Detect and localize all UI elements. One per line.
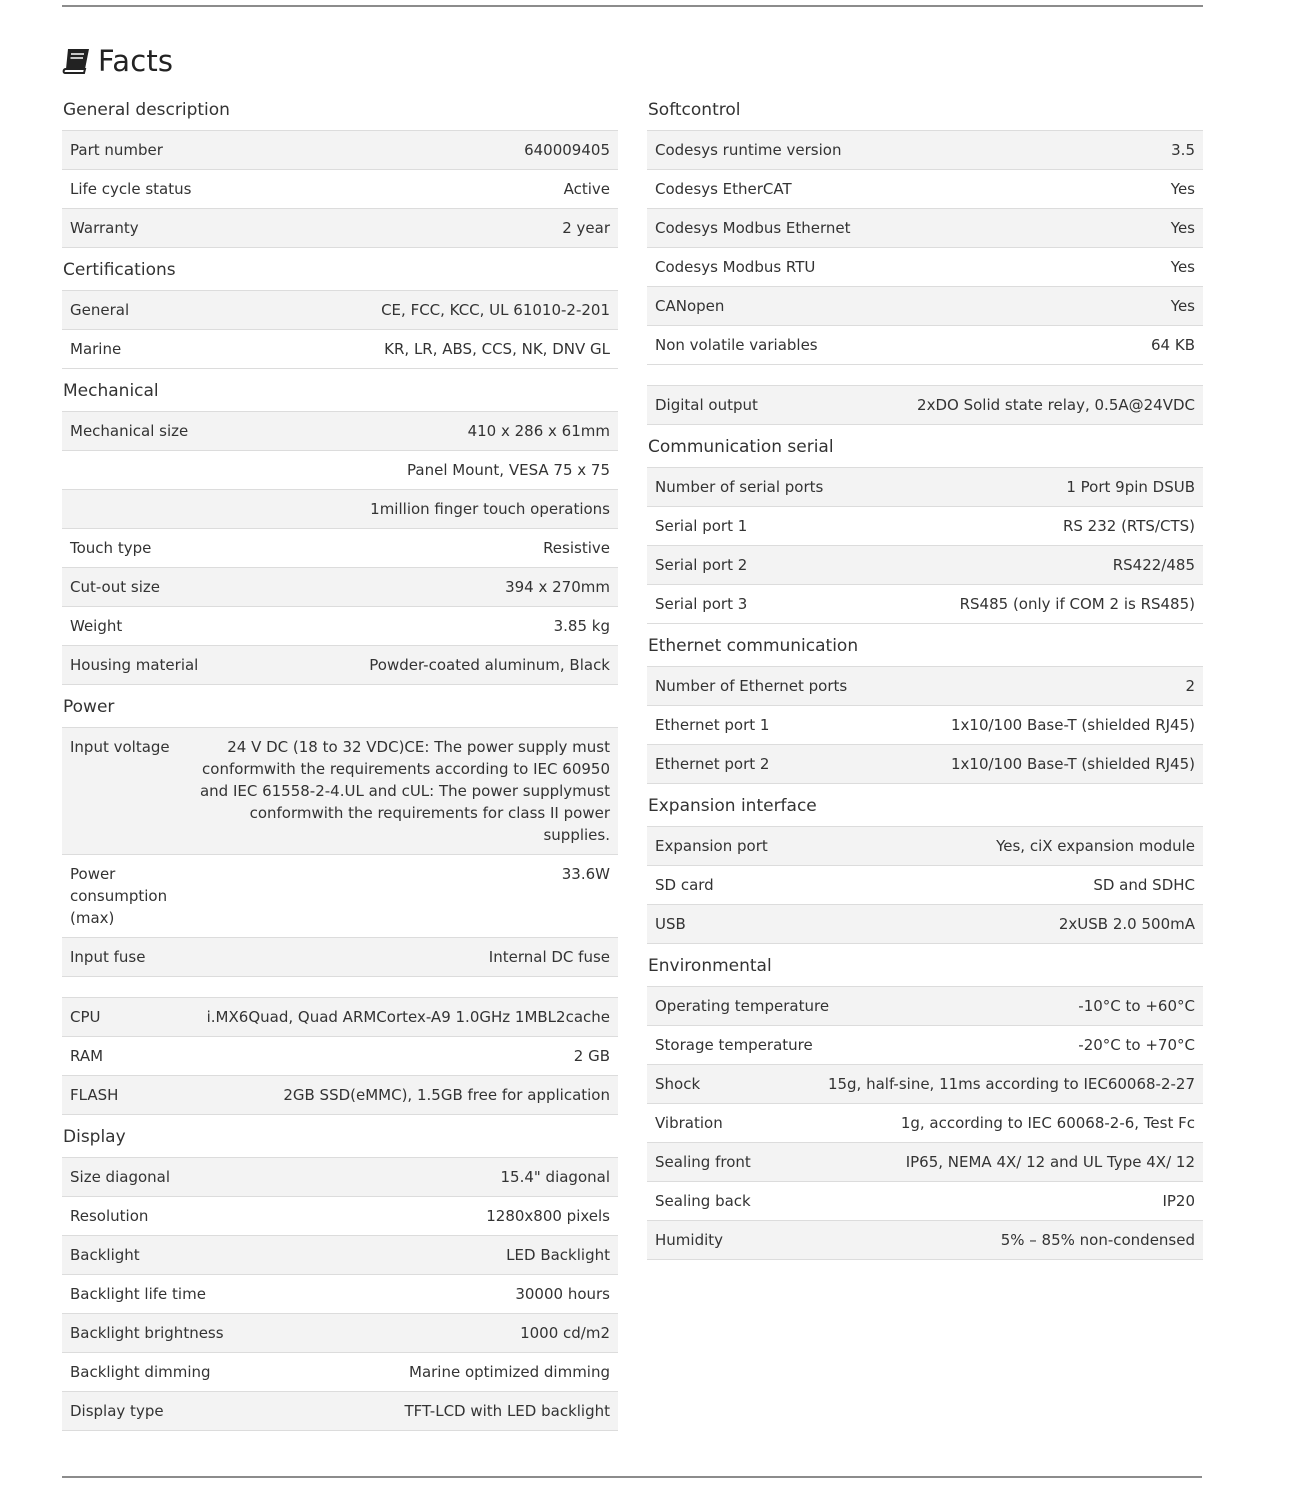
spec-key: Life cycle status	[70, 180, 192, 198]
spec-row	[62, 330, 618, 369]
spec-key: Marine	[70, 340, 122, 358]
top-divider	[62, 5, 1203, 7]
spec-row	[647, 131, 1203, 170]
section-title: General description	[63, 100, 230, 120]
spec-key: Codesys EtherCAT	[655, 180, 792, 198]
section-title: Softcontrol	[648, 100, 741, 120]
spec-row	[62, 529, 618, 568]
spec-value: 30000 hours	[515, 1285, 610, 1303]
spec-key: Ethernet port 1	[655, 716, 770, 734]
section-title: Ethernet communication	[648, 636, 859, 656]
spec-key: Mechanical size	[70, 422, 189, 440]
spec-row	[647, 1065, 1203, 1104]
spec-row	[62, 291, 618, 330]
spec-key: Touch type	[70, 539, 152, 557]
spec-value: Powder-coated aluminum, Black	[369, 656, 610, 674]
spec-key: Part number	[70, 141, 163, 159]
spec-row	[647, 287, 1203, 326]
spec-key: Non volatile variables	[655, 336, 818, 354]
spec-table	[647, 130, 1203, 365]
spec-value: 2 year	[562, 219, 610, 237]
spec-table	[647, 986, 1203, 1260]
spec-key: USB	[655, 915, 686, 933]
spec-key: General	[70, 301, 130, 319]
section-system	[62, 997, 618, 1115]
spec-value: Yes	[1170, 297, 1195, 315]
section-mechanical	[62, 369, 618, 685]
spec-row	[62, 1353, 618, 1392]
spec-row	[62, 728, 618, 855]
spec-value: Panel Mount, VESA 75 x 75	[407, 461, 610, 479]
spec-value: 2	[1185, 677, 1195, 695]
spec-row	[62, 1236, 618, 1275]
spec-row	[62, 1314, 618, 1353]
spec-value: Yes	[1170, 219, 1195, 237]
spec-value: 2 GB	[573, 1047, 610, 1065]
spec-value: 24 V DC (18 to 32 VDC)CE: The power supply must conformwith the requirements according to IEC 60950 and IEC 61558-2-4.UL and cUL: The power supplymust conformwith the requirements for class II power supplies.	[199, 738, 610, 844]
spec-key: Housing material	[70, 656, 199, 674]
spec-row	[62, 170, 618, 209]
spec-value: 64 KB	[1151, 336, 1195, 354]
spec-value: KR, LR, ABS, CCS, NK, DNV GL	[384, 340, 610, 358]
section-title: Certifications	[63, 260, 176, 280]
section-title: Mechanical	[63, 381, 159, 401]
spec-key: Backlight dimming	[70, 1363, 211, 1381]
section-ethernet	[647, 624, 1203, 784]
spec-row	[647, 209, 1203, 248]
spec-value: 15g, half-sine, 11ms according to IEC60068-2-27	[827, 1075, 1195, 1093]
spec-value: 1000 cd/m2	[520, 1324, 610, 1342]
spec-row	[647, 827, 1203, 866]
spec-key: Number of Ethernet ports	[655, 677, 848, 695]
spec-value: 3.85 kg	[553, 617, 610, 635]
spec-value: 394 x 270mm	[505, 578, 610, 596]
spec-value: RS485 (only if COM 2 is RS485)	[959, 595, 1195, 613]
spec-row	[647, 667, 1203, 706]
spec-row	[62, 568, 618, 607]
spec-row	[647, 905, 1203, 944]
section-title: Environmental	[648, 956, 772, 976]
spec-row	[647, 326, 1203, 365]
spec-value: 33.6W	[561, 865, 610, 883]
spec-row	[62, 1275, 618, 1314]
spec-row	[62, 646, 618, 685]
spec-row	[62, 855, 618, 938]
spec-key: Serial port 2	[655, 556, 748, 574]
spec-key: CPU	[70, 1008, 101, 1026]
spec-value: 640009405	[524, 141, 610, 159]
spec-value: IP65, NEMA 4X/ 12 and UL Type 4X/ 12	[905, 1153, 1195, 1171]
section-power	[62, 685, 618, 977]
spec-row	[647, 1221, 1203, 1260]
section-title: Communication serial	[648, 437, 834, 457]
spec-value: -20°C to +70°C	[1078, 1036, 1195, 1054]
spec-key: Ethernet port 2	[655, 755, 770, 773]
facts-title: Facts	[98, 44, 174, 78]
section-expansion	[647, 784, 1203, 944]
spec-key: Humidity	[655, 1231, 724, 1249]
spec-row	[62, 1158, 618, 1197]
spec-value: Active	[563, 180, 610, 198]
spec-row	[62, 607, 618, 646]
spec-key: CANopen	[655, 297, 725, 315]
spec-row	[647, 1104, 1203, 1143]
spec-value: Resistive	[543, 539, 610, 557]
bottom-divider	[62, 1476, 1202, 1478]
section-io	[647, 385, 1203, 425]
spec-value: IP20	[1162, 1192, 1195, 1210]
spec-row	[647, 386, 1203, 425]
spec-value: 410 x 286 x 61mm	[467, 422, 610, 440]
spec-key: Size diagonal	[70, 1168, 171, 1186]
section-certifications	[62, 248, 618, 369]
spec-value: 2xUSB 2.0 500mA	[1058, 915, 1195, 933]
spec-key: Codesys runtime version	[655, 141, 842, 159]
spec-key: Storage temperature	[655, 1036, 813, 1054]
spec-value: i.MX6Quad, Quad ARMCortex-A9 1.0GHz 1MBL2cache	[206, 1008, 610, 1026]
spec-value: RS 232 (RTS/CTS)	[1062, 517, 1195, 535]
spec-key: Expansion port	[655, 837, 768, 855]
spec-row	[647, 248, 1203, 287]
section-general	[62, 88, 618, 248]
spec-key: Sealing back	[655, 1192, 751, 1210]
section-display	[62, 1115, 618, 1431]
spec-key: Backlight	[70, 1246, 140, 1264]
spec-value: 2GB SSD(eMMC), 1.5GB free for application	[283, 1086, 610, 1104]
spec-table	[62, 130, 618, 248]
spec-row	[647, 987, 1203, 1026]
spec-value: 1g, according to IEC 60068-2-6, Test Fc	[900, 1114, 1195, 1132]
spec-value: CE, FCC, KCC, UL 61010-2-201	[381, 301, 610, 319]
right-column	[647, 88, 1203, 1260]
spec-row	[647, 546, 1203, 585]
spec-table	[62, 290, 618, 369]
spec-value: Internal DC fuse	[488, 948, 610, 966]
spec-row	[647, 507, 1203, 546]
spec-row	[647, 706, 1203, 745]
spec-value: RS422/485	[1112, 556, 1195, 574]
spec-row	[647, 468, 1203, 507]
facts-heading	[62, 44, 173, 78]
spec-key: Warranty	[70, 219, 139, 237]
spec-value: SD and SDHC	[1093, 876, 1195, 894]
spec-key: Input voltage	[70, 738, 170, 756]
spec-row	[62, 1197, 618, 1236]
spec-key: Digital output	[655, 396, 758, 414]
spec-key: FLASH	[70, 1086, 119, 1104]
spec-value: Marine optimized dimming	[409, 1363, 610, 1381]
section-gap	[647, 365, 1203, 385]
spec-value: Yes	[1170, 180, 1195, 198]
spec-row	[62, 938, 618, 977]
spec-key: Serial port 3	[655, 595, 748, 613]
section-softcontrol	[647, 88, 1203, 365]
spec-key: Display type	[70, 1402, 164, 1420]
spec-row	[62, 1037, 618, 1076]
section-serial	[647, 425, 1203, 624]
spec-row	[62, 490, 618, 529]
spec-value: 5% – 85% non-condensed	[1000, 1231, 1195, 1249]
spec-table	[647, 666, 1203, 784]
spec-value: 1 Port 9pin DSUB	[1066, 478, 1195, 496]
spec-row	[62, 1076, 618, 1115]
spec-row	[62, 998, 618, 1037]
spec-table	[62, 727, 618, 977]
spec-row	[647, 745, 1203, 784]
spec-key: RAM	[70, 1047, 104, 1065]
spec-row	[62, 412, 618, 451]
spec-value: TFT-LCD with LED backlight	[404, 1402, 610, 1420]
spec-key: Serial port 1	[655, 517, 748, 535]
spec-row	[647, 1026, 1203, 1065]
spec-table	[62, 997, 618, 1115]
spec-value: 2xDO Solid state relay, 0.5A@24VDC	[917, 396, 1195, 414]
spec-key: Resolution	[70, 1207, 149, 1225]
spec-value: Yes	[1170, 258, 1195, 276]
spec-row	[647, 1143, 1203, 1182]
spec-value: Yes, ciX expansion module	[996, 837, 1195, 855]
section-environmental	[647, 944, 1203, 1260]
spec-table	[647, 467, 1203, 624]
spec-key: Backlight brightness	[70, 1324, 224, 1342]
spec-row	[62, 1392, 618, 1431]
spec-table	[62, 411, 618, 685]
spec-key: Weight	[70, 617, 123, 635]
spec-key: Input fuse	[70, 948, 146, 966]
spec-value: -10°C to +60°C	[1078, 997, 1195, 1015]
spec-row	[647, 585, 1203, 624]
spec-key: Cut-out size	[70, 578, 160, 596]
spec-table	[62, 1157, 618, 1431]
spec-key: Codesys Modbus RTU	[655, 258, 816, 276]
section-gap	[62, 977, 618, 997]
section-title: Display	[63, 1127, 126, 1147]
spec-value: 1x10/100 Base-T (shielded RJ45)	[950, 716, 1195, 734]
spec-row	[62, 131, 618, 170]
spec-key: Operating temperature	[655, 997, 830, 1015]
section-title: Power	[63, 697, 115, 717]
book-icon	[62, 47, 92, 75]
spec-value: 1x10/100 Base-T (shielded RJ45)	[950, 755, 1195, 773]
spec-key: Sealing front	[655, 1153, 751, 1171]
spec-value: 1280x800 pixels	[486, 1207, 610, 1225]
spec-table	[647, 826, 1203, 944]
spec-key: Vibration	[655, 1114, 723, 1132]
spec-key: Number of serial ports	[655, 478, 824, 496]
spec-key: SD card	[655, 876, 714, 894]
spec-key: Backlight life time	[70, 1285, 206, 1303]
spec-value: 1million finger touch operations	[370, 500, 610, 518]
left-column	[62, 88, 618, 1431]
spec-row	[647, 866, 1203, 905]
spec-value: 15.4" diagonal	[500, 1168, 610, 1186]
spec-value: 3.5	[1171, 141, 1195, 159]
spec-table	[647, 385, 1203, 425]
section-title: Expansion interface	[648, 796, 817, 816]
spec-value: LED Backlight	[506, 1246, 610, 1264]
spec-key: Codesys Modbus Ethernet	[655, 219, 851, 237]
spec-row	[62, 451, 618, 490]
spec-key: Shock	[655, 1075, 701, 1093]
spec-row	[647, 1182, 1203, 1221]
spec-row	[62, 209, 618, 248]
spec-key: Power consumption (max)	[70, 865, 168, 927]
spec-row	[647, 170, 1203, 209]
